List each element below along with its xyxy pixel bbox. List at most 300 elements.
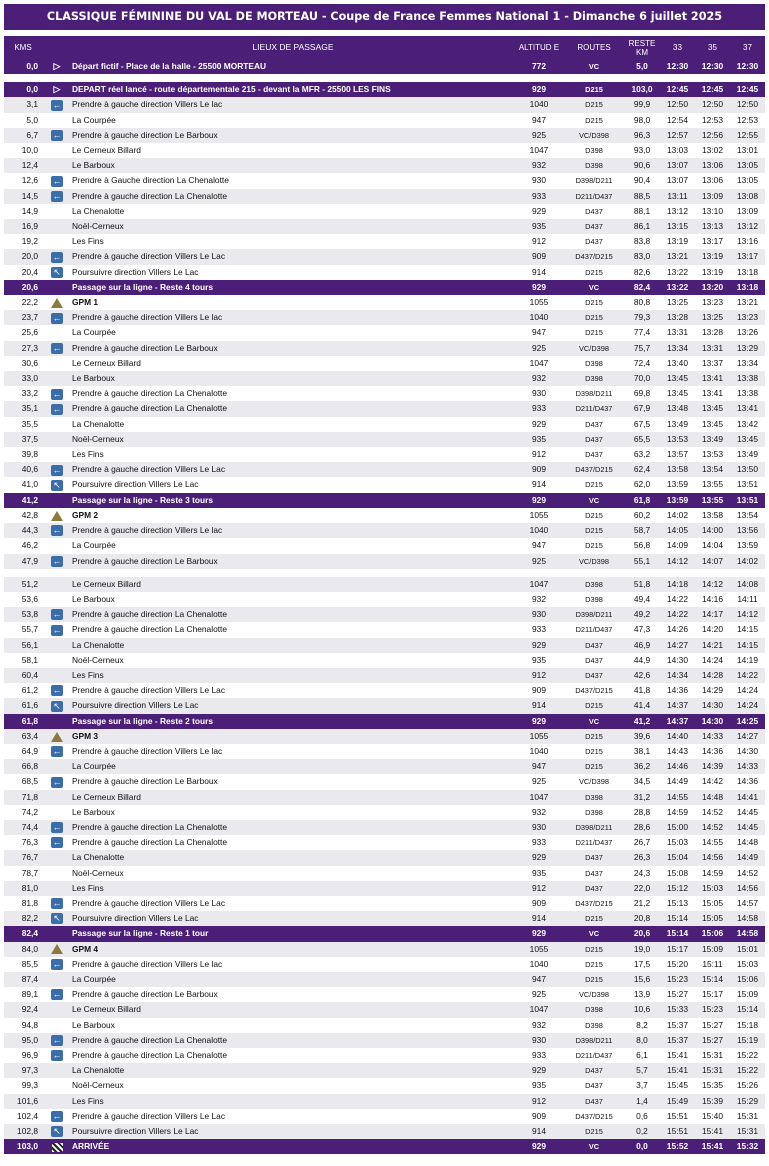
table-row bbox=[4, 295, 765, 310]
route-cell: D215 bbox=[564, 325, 624, 340]
spacer-row bbox=[4, 74, 765, 82]
play-icon: ▷ bbox=[53, 84, 61, 95]
time-37-cell: 13:26 bbox=[730, 325, 765, 340]
place-cell: La Chenalotte bbox=[72, 417, 514, 432]
place-cell: Prendre à gauche direction Villers Le lac bbox=[72, 523, 514, 538]
time-37-cell: 13:42 bbox=[730, 417, 765, 432]
altitude-cell: 933 bbox=[514, 401, 564, 416]
km-cell: 60,4 bbox=[4, 668, 42, 683]
place-cell: La Courpée bbox=[72, 113, 514, 128]
place-cell: Départ fictif - Place de la halle - 25500 MORTEAU bbox=[72, 59, 514, 74]
route-cell: D398 bbox=[564, 805, 624, 820]
altitude-cell: 932 bbox=[514, 1018, 564, 1033]
time-35-cell: 13:25 bbox=[695, 310, 730, 325]
time-37-cell: 13:23 bbox=[730, 310, 765, 325]
altitude-cell: 932 bbox=[514, 592, 564, 607]
time-37-cell: 15:18 bbox=[730, 1018, 765, 1033]
km-cell: 27,3 bbox=[4, 341, 42, 356]
time-33-cell: 14:26 bbox=[660, 622, 695, 637]
place-cell: Le Cerneux Billard bbox=[72, 1002, 514, 1017]
time-37-cell: 13:51 bbox=[730, 477, 765, 492]
km-cell: 94,8 bbox=[4, 1018, 42, 1033]
altitude-cell: 1055 bbox=[514, 942, 564, 957]
time-35-cell: 15:41 bbox=[695, 1124, 730, 1139]
icon-cell bbox=[42, 638, 72, 653]
altitude-cell: 930 bbox=[514, 820, 564, 835]
icon-cell bbox=[42, 249, 72, 264]
time-35-cell: 14:52 bbox=[695, 805, 730, 820]
place-cell: Prendre à gauche direction Villers Le Lac bbox=[72, 249, 514, 264]
time-37-cell: 14:22 bbox=[730, 668, 765, 683]
time-33-cell: 13:34 bbox=[660, 341, 695, 356]
icon-cell bbox=[42, 128, 72, 143]
altitude-cell: 909 bbox=[514, 462, 564, 477]
arrow-left-icon: ← bbox=[52, 190, 62, 201]
spacer-row bbox=[4, 569, 765, 577]
table-row bbox=[4, 987, 765, 1002]
time-33-cell: 13:11 bbox=[660, 189, 695, 204]
time-37-cell: 15:31 bbox=[730, 1109, 765, 1124]
header-kms: KMS bbox=[4, 36, 42, 59]
icon-cell bbox=[42, 1002, 72, 1017]
arrow-left-icon: ← bbox=[52, 776, 62, 787]
altitude-cell: 929 bbox=[514, 1139, 564, 1154]
table-row bbox=[4, 881, 765, 896]
route-cell: D215 bbox=[564, 942, 624, 957]
place-cell: Prendre à gauche direction Le Barboux bbox=[72, 774, 514, 789]
time-33-cell: 14:05 bbox=[660, 523, 695, 538]
place-cell: Le Barboux bbox=[72, 1018, 514, 1033]
place-cell: GPM 2 bbox=[72, 508, 514, 523]
time-35-cell: 14:30 bbox=[695, 698, 730, 713]
time-37-cell: 13:12 bbox=[730, 219, 765, 234]
time-37-cell: 14:49 bbox=[730, 850, 765, 865]
altitude-cell: 925 bbox=[514, 128, 564, 143]
icon-cell bbox=[42, 234, 72, 249]
icon-cell bbox=[42, 592, 72, 607]
time-35-cell: 15:31 bbox=[695, 1048, 730, 1063]
time-33-cell: 13:40 bbox=[660, 356, 695, 371]
time-33-cell: 15:04 bbox=[660, 850, 695, 865]
place-cell: Le Barboux bbox=[72, 158, 514, 173]
km-cell: 51,2 bbox=[4, 577, 42, 592]
route-cell: D398/D211 bbox=[564, 1033, 624, 1048]
time-37-cell: 14:12 bbox=[730, 607, 765, 622]
table-row bbox=[4, 204, 765, 219]
altitude-cell: 929 bbox=[514, 417, 564, 432]
time-33-cell: 15:20 bbox=[660, 957, 695, 972]
time-35-cell: 13:49 bbox=[695, 432, 730, 447]
arrow-left-icon: ← bbox=[52, 525, 62, 536]
km-cell: 64,9 bbox=[4, 744, 42, 759]
place-cell: Noël-Cerneux bbox=[72, 432, 514, 447]
time-33-cell: 13:45 bbox=[660, 386, 695, 401]
time-35-cell: 15:27 bbox=[695, 1033, 730, 1048]
time-35-cell: 15:03 bbox=[695, 881, 730, 896]
time-35-cell: 13:55 bbox=[695, 477, 730, 492]
altitude-cell: 930 bbox=[514, 607, 564, 622]
route-cell: D211/D437 bbox=[564, 1048, 624, 1063]
km-cell: 35,5 bbox=[4, 417, 42, 432]
time-33-cell: 12:57 bbox=[660, 128, 695, 143]
icon-cell bbox=[42, 143, 72, 158]
altitude-cell: 933 bbox=[514, 1048, 564, 1063]
altitude-cell: 1040 bbox=[514, 97, 564, 112]
time-37-cell: 12:50 bbox=[730, 97, 765, 112]
icon-cell bbox=[42, 189, 72, 204]
km-cell: 47,9 bbox=[4, 554, 42, 569]
time-33-cell: 15:37 bbox=[660, 1033, 695, 1048]
km-cell: 39,8 bbox=[4, 447, 42, 462]
altitude-cell: 1047 bbox=[514, 356, 564, 371]
reste-km-cell: 31,2 bbox=[624, 790, 660, 805]
place-cell: La Courpée bbox=[72, 972, 514, 987]
reste-km-cell: 90,4 bbox=[624, 173, 660, 188]
table-row bbox=[4, 805, 765, 820]
route-cell: D437 bbox=[564, 447, 624, 462]
time-35-cell: 14:59 bbox=[695, 866, 730, 881]
place-cell: Prendre à gauche direction Le Barboux bbox=[72, 341, 514, 356]
route-cell: D398 bbox=[564, 371, 624, 386]
reste-km-cell: 82,6 bbox=[624, 265, 660, 280]
km-cell: 3,1 bbox=[4, 97, 42, 112]
place-cell: ARRIVÉE bbox=[72, 1139, 514, 1154]
time-35-cell: 12:56 bbox=[695, 128, 730, 143]
icon-cell bbox=[42, 820, 72, 835]
icon-cell bbox=[42, 341, 72, 356]
place-cell: Poursuivre direction Villers Le Lac bbox=[72, 1124, 514, 1139]
time-37-cell: 14:52 bbox=[730, 866, 765, 881]
route-cell: D398 bbox=[564, 1018, 624, 1033]
altitude-cell: 1047 bbox=[514, 790, 564, 805]
place-cell: Noël-Cerneux bbox=[72, 653, 514, 668]
time-35-cell: 13:41 bbox=[695, 371, 730, 386]
place-cell: Prendre à gauche direction La Chenalotte bbox=[72, 386, 514, 401]
km-cell: 66,8 bbox=[4, 759, 42, 774]
place-cell: Le Cerneux Billard bbox=[72, 143, 514, 158]
km-cell: 89,1 bbox=[4, 987, 42, 1002]
time-35-cell: 12:53 bbox=[695, 113, 730, 128]
route-cell: D437/D215 bbox=[564, 462, 624, 477]
time-33-cell: 14:27 bbox=[660, 638, 695, 653]
km-cell: 87,4 bbox=[4, 972, 42, 987]
route-cell: D398 bbox=[564, 158, 624, 173]
reste-km-cell: 0,0 bbox=[624, 1139, 660, 1154]
reste-km-cell: 56,8 bbox=[624, 538, 660, 553]
reste-km-cell: 15,6 bbox=[624, 972, 660, 987]
icon-cell bbox=[42, 554, 72, 569]
place-cell: Prendre à gauche direction Villers Le Lac bbox=[72, 462, 514, 477]
reste-km-cell: 58,7 bbox=[624, 523, 660, 538]
km-cell: 35,1 bbox=[4, 401, 42, 416]
altitude-cell: 935 bbox=[514, 432, 564, 447]
time-33-cell: 14:30 bbox=[660, 653, 695, 668]
altitude-cell: 947 bbox=[514, 325, 564, 340]
place-cell: Prendre à gauche direction Le Barboux bbox=[72, 554, 514, 569]
km-cell: 0,0 bbox=[4, 82, 42, 97]
place-cell: Prendre à gauche direction La Chenalotte bbox=[72, 820, 514, 835]
arrow-left-icon: ← bbox=[52, 555, 62, 566]
arrival-row bbox=[4, 1139, 765, 1154]
km-cell: 85,5 bbox=[4, 957, 42, 972]
km-cell: 101,6 bbox=[4, 1094, 42, 1109]
time-37-cell: 13:29 bbox=[730, 341, 765, 356]
time-33-cell: 13:59 bbox=[660, 477, 695, 492]
route-cell: VC/D398 bbox=[564, 341, 624, 356]
icon-cell bbox=[42, 204, 72, 219]
time-35-cell: 15:23 bbox=[695, 1002, 730, 1017]
reste-km-cell: 46,9 bbox=[624, 638, 660, 653]
route-cell: D398/D211 bbox=[564, 173, 624, 188]
time-37-cell: 15:09 bbox=[730, 987, 765, 1002]
altitude-cell: 933 bbox=[514, 189, 564, 204]
time-33-cell: 15:13 bbox=[660, 896, 695, 911]
place-cell: Prendre à Gauche direction La Chenalotte bbox=[72, 173, 514, 188]
reste-km-cell: 55,1 bbox=[624, 554, 660, 569]
table-row bbox=[4, 97, 765, 112]
place-cell: Noël-Cerneux bbox=[72, 1078, 514, 1093]
time-35-cell: 13:19 bbox=[695, 249, 730, 264]
altitude-cell: 1055 bbox=[514, 295, 564, 310]
time-35-cell: 13:17 bbox=[695, 234, 730, 249]
altitude-cell: 930 bbox=[514, 173, 564, 188]
icon-cell bbox=[42, 219, 72, 234]
time-35-cell: 13:20 bbox=[695, 280, 730, 295]
km-cell: 92,4 bbox=[4, 1002, 42, 1017]
header-speed-35: 35 bbox=[695, 36, 730, 59]
place-cell: Prendre à gauche direction Villers Le Lac bbox=[72, 896, 514, 911]
route-cell: D215 bbox=[564, 538, 624, 553]
time-33-cell: 15:08 bbox=[660, 866, 695, 881]
place-cell: Passage sur la ligne - Reste 2 tours bbox=[72, 714, 514, 729]
time-35-cell: 14:12 bbox=[695, 577, 730, 592]
table-row bbox=[4, 1018, 765, 1033]
reste-km-cell: 69,8 bbox=[624, 386, 660, 401]
route-cell: D437/D215 bbox=[564, 683, 624, 698]
route-cell: D437/D215 bbox=[564, 249, 624, 264]
finish-flag-icon bbox=[52, 1143, 63, 1152]
table-row bbox=[4, 219, 765, 234]
reste-km-cell: 99,9 bbox=[624, 97, 660, 112]
time-33-cell: 13:48 bbox=[660, 401, 695, 416]
km-cell: 33,0 bbox=[4, 371, 42, 386]
time-35-cell: 14:56 bbox=[695, 850, 730, 865]
time-35-cell: 13:53 bbox=[695, 447, 730, 462]
route-cell: D398/D211 bbox=[564, 607, 624, 622]
route-cell: D437/D215 bbox=[564, 1109, 624, 1124]
altitude-cell: 932 bbox=[514, 371, 564, 386]
altitude-cell: 909 bbox=[514, 249, 564, 264]
icon-cell bbox=[42, 698, 72, 713]
time-33-cell: 14:09 bbox=[660, 538, 695, 553]
time-35-cell: 13:06 bbox=[695, 173, 730, 188]
route-cell: D215 bbox=[564, 729, 624, 744]
route-cell: D437 bbox=[564, 653, 624, 668]
reste-km-cell: 5,7 bbox=[624, 1063, 660, 1078]
route-cell: D437 bbox=[564, 668, 624, 683]
icon-cell bbox=[42, 310, 72, 325]
time-35-cell: 14:24 bbox=[695, 653, 730, 668]
altitude-cell: 914 bbox=[514, 265, 564, 280]
route-cell: D398/D211 bbox=[564, 820, 624, 835]
reste-km-cell: 93,0 bbox=[624, 143, 660, 158]
time-33-cell: 15:49 bbox=[660, 1094, 695, 1109]
table-row bbox=[4, 508, 765, 523]
reste-km-cell: 26,7 bbox=[624, 835, 660, 850]
arrow-diag-icon: ↖ bbox=[51, 913, 63, 924]
km-cell: 58,1 bbox=[4, 653, 42, 668]
km-cell: 6,7 bbox=[4, 128, 42, 143]
route-cell: D215 bbox=[564, 523, 624, 538]
arrow-left-icon: ← bbox=[52, 403, 62, 414]
arrow-diag-icon: ↖ bbox=[51, 701, 63, 712]
route-cell: VC bbox=[564, 493, 624, 508]
table-row bbox=[4, 774, 765, 789]
passage-row bbox=[4, 280, 765, 295]
km-cell: 102,8 bbox=[4, 1124, 42, 1139]
place-cell: Prendre à gauche direction Le Barboux bbox=[72, 987, 514, 1002]
arrow-left-icon: ← bbox=[52, 130, 62, 141]
altitude-cell: 929 bbox=[514, 204, 564, 219]
table-row bbox=[4, 653, 765, 668]
icon-cell bbox=[42, 987, 72, 1002]
time-33-cell: 14:59 bbox=[660, 805, 695, 820]
time-37-cell: 13:49 bbox=[730, 447, 765, 462]
place-cell: Les Fins bbox=[72, 447, 514, 462]
route-cell: D437 bbox=[564, 219, 624, 234]
table-row bbox=[4, 1048, 765, 1063]
altitude-cell: 912 bbox=[514, 234, 564, 249]
icon-cell bbox=[42, 493, 72, 508]
route-cell: D437 bbox=[564, 1094, 624, 1109]
route-cell: VC/D398 bbox=[564, 774, 624, 789]
reste-km-cell: 83,0 bbox=[624, 249, 660, 264]
route-cell: D437 bbox=[564, 866, 624, 881]
route-cell: D437/D215 bbox=[564, 896, 624, 911]
km-cell: 74,2 bbox=[4, 805, 42, 820]
place-cell: Les Fins bbox=[72, 668, 514, 683]
km-cell: 19,2 bbox=[4, 234, 42, 249]
altitude-cell: 914 bbox=[514, 698, 564, 713]
icon-cell bbox=[42, 280, 72, 295]
altitude-cell: 929 bbox=[514, 926, 564, 941]
route-cell: VC/D398 bbox=[564, 987, 624, 1002]
icon-cell bbox=[42, 265, 72, 280]
route-cell: D398 bbox=[564, 1002, 624, 1017]
table-row bbox=[4, 698, 765, 713]
time-37-cell: 13:38 bbox=[730, 371, 765, 386]
arrow-diag-icon: ↖ bbox=[51, 267, 63, 278]
time-33-cell: 14:36 bbox=[660, 683, 695, 698]
arrow-left-icon: ← bbox=[52, 898, 62, 909]
arrow-left-icon: ← bbox=[52, 388, 62, 399]
altitude-cell: 909 bbox=[514, 683, 564, 698]
table-row bbox=[4, 310, 765, 325]
time-33-cell: 14:22 bbox=[660, 592, 695, 607]
route-cell: D215 bbox=[564, 508, 624, 523]
time-37-cell: 12:53 bbox=[730, 113, 765, 128]
arrow-diag-icon: ↖ bbox=[51, 480, 63, 491]
km-cell: 71,8 bbox=[4, 790, 42, 805]
reste-km-cell: 65,5 bbox=[624, 432, 660, 447]
km-cell: 12,4 bbox=[4, 158, 42, 173]
reste-km-cell: 13,9 bbox=[624, 987, 660, 1002]
time-33-cell: 13:49 bbox=[660, 417, 695, 432]
table-row bbox=[4, 744, 765, 759]
time-33-cell: 14:37 bbox=[660, 698, 695, 713]
route-cell: D215 bbox=[564, 310, 624, 325]
header-altitude: ALTITUD E bbox=[514, 36, 564, 59]
time-37-cell: 14:15 bbox=[730, 638, 765, 653]
time-37-cell: 14:19 bbox=[730, 653, 765, 668]
route-cell: D437 bbox=[564, 850, 624, 865]
time-37-cell: 13:01 bbox=[730, 143, 765, 158]
table-row bbox=[4, 249, 765, 264]
table-row bbox=[4, 942, 765, 957]
table-row bbox=[4, 1124, 765, 1139]
place-cell: Prendre à gauche direction La Chenalotte bbox=[72, 1033, 514, 1048]
icon-cell bbox=[42, 82, 72, 97]
altitude-cell: 929 bbox=[514, 714, 564, 729]
km-cell: 99,3 bbox=[4, 1078, 42, 1093]
header-routes: ROUTES bbox=[564, 36, 624, 59]
icon-cell bbox=[42, 790, 72, 805]
time-37-cell: 12:45 bbox=[730, 82, 765, 97]
table-row bbox=[4, 896, 765, 911]
time-33-cell: 13:28 bbox=[660, 310, 695, 325]
reste-km-cell: 41,4 bbox=[624, 698, 660, 713]
page-title: CLASSIQUE FÉMININE DU VAL DE MORTEAU - Coupe de France Femmes National 1 - Dimanche 6 juillet 2025 bbox=[4, 4, 765, 30]
reste-km-cell: 51,8 bbox=[624, 577, 660, 592]
km-cell: 82,2 bbox=[4, 911, 42, 926]
mountain-icon bbox=[51, 298, 63, 308]
time-33-cell: 15:14 bbox=[660, 911, 695, 926]
reste-km-cell: 20,8 bbox=[624, 911, 660, 926]
place-cell: Le Cerneux Billard bbox=[72, 577, 514, 592]
time-33-cell: 14:18 bbox=[660, 577, 695, 592]
km-cell: 16,9 bbox=[4, 219, 42, 234]
arrow-left-icon: ← bbox=[52, 99, 62, 110]
table-row bbox=[4, 462, 765, 477]
arrow-left-icon: ← bbox=[52, 1111, 62, 1122]
km-cell: 41,0 bbox=[4, 477, 42, 492]
altitude-cell: 929 bbox=[514, 82, 564, 97]
place-cell: Noël-Cerneux bbox=[72, 866, 514, 881]
km-cell: 14,9 bbox=[4, 204, 42, 219]
time-35-cell: 13:58 bbox=[695, 508, 730, 523]
altitude-cell: 909 bbox=[514, 896, 564, 911]
table-row bbox=[4, 729, 765, 744]
time-37-cell: 14:45 bbox=[730, 805, 765, 820]
altitude-cell: 1047 bbox=[514, 143, 564, 158]
table-row bbox=[4, 538, 765, 553]
time-33-cell: 13:58 bbox=[660, 462, 695, 477]
icon-cell bbox=[42, 523, 72, 538]
reste-km-cell: 60,2 bbox=[624, 508, 660, 523]
table-row bbox=[4, 477, 765, 492]
route-cell: D437 bbox=[564, 204, 624, 219]
time-35-cell: 14:07 bbox=[695, 554, 730, 569]
place-cell: Prendre à gauche direction La Chenalotte bbox=[72, 401, 514, 416]
reste-km-cell: 72,4 bbox=[624, 356, 660, 371]
reste-km-cell: 47,3 bbox=[624, 622, 660, 637]
km-cell: 61,8 bbox=[4, 714, 42, 729]
place-cell: Le Barboux bbox=[72, 592, 514, 607]
table-body bbox=[4, 59, 765, 1154]
table-row bbox=[4, 577, 765, 592]
route-cell: D215 bbox=[564, 1124, 624, 1139]
altitude-cell: 947 bbox=[514, 759, 564, 774]
